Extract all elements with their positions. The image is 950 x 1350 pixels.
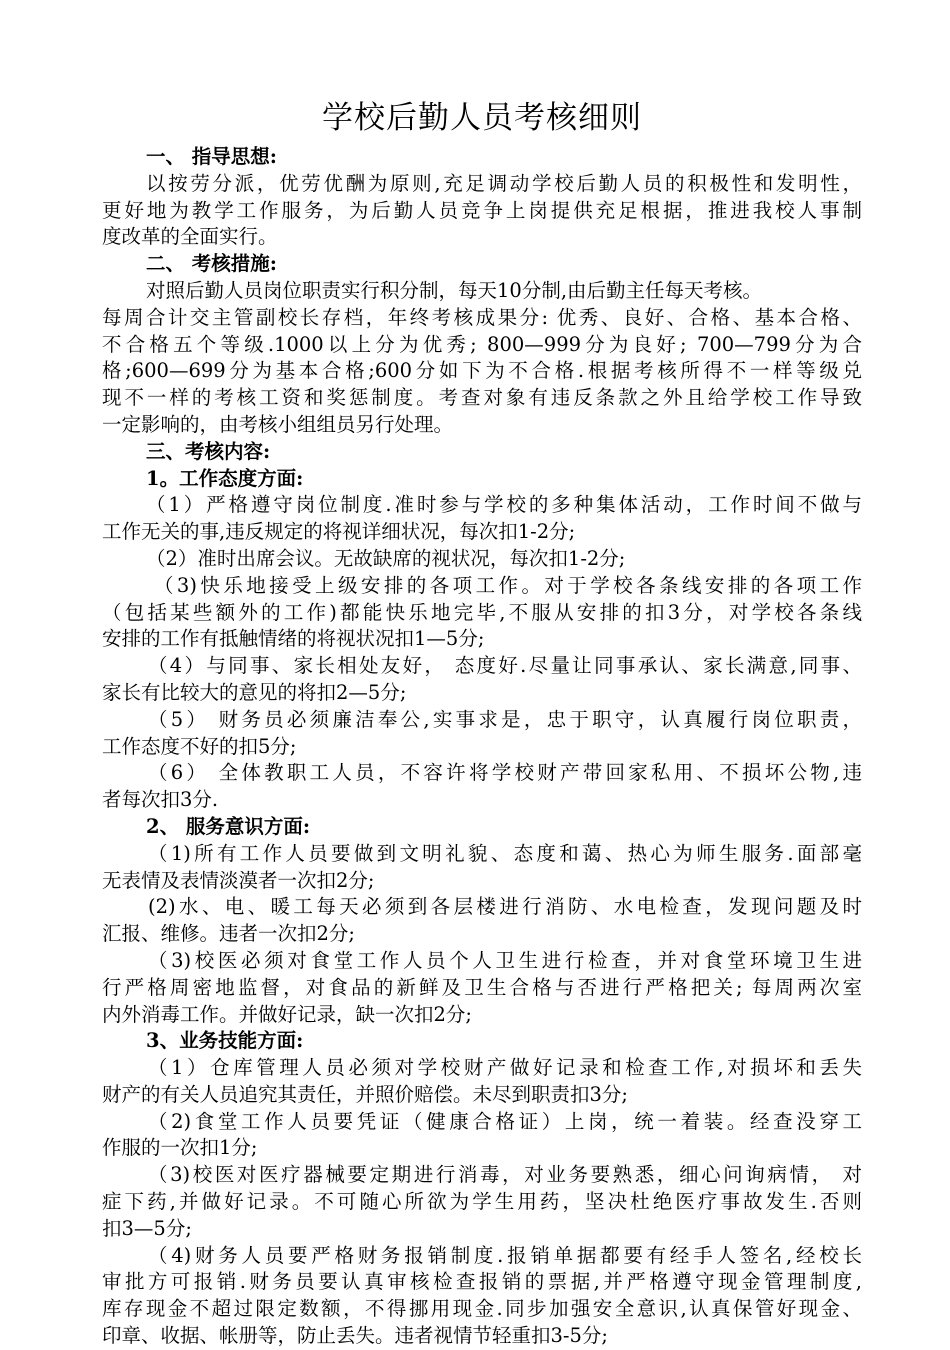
text-line: 汇报、维修。违者一次扣2分; bbox=[102, 922, 355, 946]
text-line: （5） 财务员必须廉洁奉公,实事求是，忠于职守，认真履行岗位职责， bbox=[148, 707, 862, 731]
text-line: 库存现金不超过限定数额，不得挪用现金.同步加强安全意识,认真保管好现金、 bbox=[102, 1297, 862, 1321]
text-line: 扣3—5分; bbox=[102, 1216, 192, 1240]
text-line: 家长有比较大的意见的将扣2—5分; bbox=[102, 680, 407, 704]
text-line: （4)财务人员要严格财务报销制度.报销单据都要有经手人签名,经校长 bbox=[148, 1243, 862, 1267]
section-heading: 3、业务技能方面: bbox=[146, 1029, 304, 1053]
text-line: 一定影响的，由考核小组组员另行处理。 bbox=[102, 412, 454, 436]
text-line: 每周合计交主管副校长存档，年终考核成果分: 优秀、良好、合格、基本合格、 bbox=[102, 305, 862, 329]
document-page bbox=[102, 94, 862, 1350]
text-line: （3)快乐地接受上级安排的各项工作。对于学校各条线安排的各项工作 bbox=[154, 573, 862, 597]
text-line: 财产的有关人员追究其责任，并照价赔偿。未尽到职责扣3分; bbox=[102, 1082, 628, 1106]
text-line: 对照后勤人员岗位职责实行积分制，每天10分制,由后勤主任每天考核。 bbox=[146, 278, 763, 302]
text-line: （2)食堂工作人员要凭证（健康合格证）上岗，统一着装。经查没穿工 bbox=[148, 1109, 862, 1133]
document-body bbox=[102, 144, 862, 1350]
text-line: 审批方可报销.财务员要认真审核检查报销的票据,并严格遵守现金管理制度, bbox=[102, 1270, 862, 1294]
text-line: （1)所有工作人员要做到文明礼貌、态度和蔼、热心为师生服务.面部毫 bbox=[148, 841, 862, 865]
text-line: 以按劳分派，优劳优酬为原则,充足调动学校后勤人员的积极性和发明性， bbox=[146, 171, 862, 195]
text-line: 无表情及表情淡漠者一次扣2分; bbox=[102, 868, 375, 892]
text-line: 症下药,并做好记录。不可随心所欲为学生用药，坚决杜绝医疗事故发生.否则 bbox=[102, 1190, 862, 1214]
text-line: 者每次扣3分. bbox=[102, 788, 219, 812]
text-line: 安排的工作有抵触情绪的将视状况扣1—5分; bbox=[102, 627, 485, 651]
document-title: 学校后勤人员考核细则 bbox=[322, 100, 642, 136]
text-line: 度改革的全面实行。 bbox=[102, 225, 278, 249]
text-line: 不合格五个等级.1000以上分为优秀; 800—999分为良好; 700—799分为合 bbox=[102, 332, 862, 356]
text-line: 现不一样的考核工资和奖惩制度。考查对象有违反条款之外且给学校工作导致 bbox=[102, 386, 862, 410]
section-heading: 2、 服务意识方面: bbox=[146, 814, 311, 838]
text-line: 内外消毒工作。并做好记录，缺一次扣2分; bbox=[102, 1002, 472, 1026]
section-heading: 一、 指导思想: bbox=[146, 145, 277, 168]
text-line: （3)校医必须对食堂工作人员个人卫生进行检查，并对食堂环境卫生进 bbox=[148, 948, 862, 972]
text-line: (2)水、电、暖工每天必须到各层楼进行消防、水电检查，发现问题及时 bbox=[148, 895, 862, 919]
text-line: （1）仓库管理人员必须对学校财产做好记录和检查工作,对损坏和丢失 bbox=[148, 1056, 862, 1080]
text-line: 工作态度不好的扣5分; bbox=[102, 734, 297, 758]
section-heading: 1。工作态度方面: bbox=[146, 466, 304, 490]
text-line: （1）严格遵守岗位制度.准时参与学校的多种集体活动，工作时间不做与 bbox=[146, 493, 862, 517]
text-line: 格;600—699分为基本合格;600分如下为不合格.根据考核所得不一样等级兑 bbox=[102, 359, 862, 383]
text-line: 印章、收据、帐册等，防止丢失。违者视情节轻重扣3-5分; bbox=[102, 1324, 608, 1348]
text-line: 工作无关的事,违反规定的将视详细状况，每次扣1-2分; bbox=[102, 520, 576, 544]
text-line: 更好地为教学工作服务，为后勤人员竞争上岗提供充足根据，推进我校人事制 bbox=[102, 198, 862, 222]
text-line: （2）准时出席会议。无故缺席的视状况，每次扣1-2分; bbox=[146, 546, 626, 570]
text-line: （3)校医对医疗器械要定期进行消毒，对业务要熟悉，细心问询病情， 对 bbox=[148, 1163, 862, 1187]
section-heading: 二、 考核措施: bbox=[146, 252, 277, 276]
text-line: （6） 全体教职工人员，不容许将学校财产带回家私用、不损坏公物,违 bbox=[148, 761, 862, 785]
text-line: （4）与同事、家长相处友好， 态度好.尽量让同事承认、家长满意,同事、 bbox=[148, 654, 862, 678]
section-heading: 三、考核内容: bbox=[146, 439, 271, 463]
text-line: 行严格周密地监督，对食品的新鲜及卫生合格与否进行严格把关; 每周两次室 bbox=[102, 975, 862, 999]
text-line: （包括某些额外的工作)都能快乐地完毕,不服从安排的扣3分，对学校各条线 bbox=[102, 600, 862, 624]
text-line: 作服的一次扣1分; bbox=[102, 1136, 258, 1160]
